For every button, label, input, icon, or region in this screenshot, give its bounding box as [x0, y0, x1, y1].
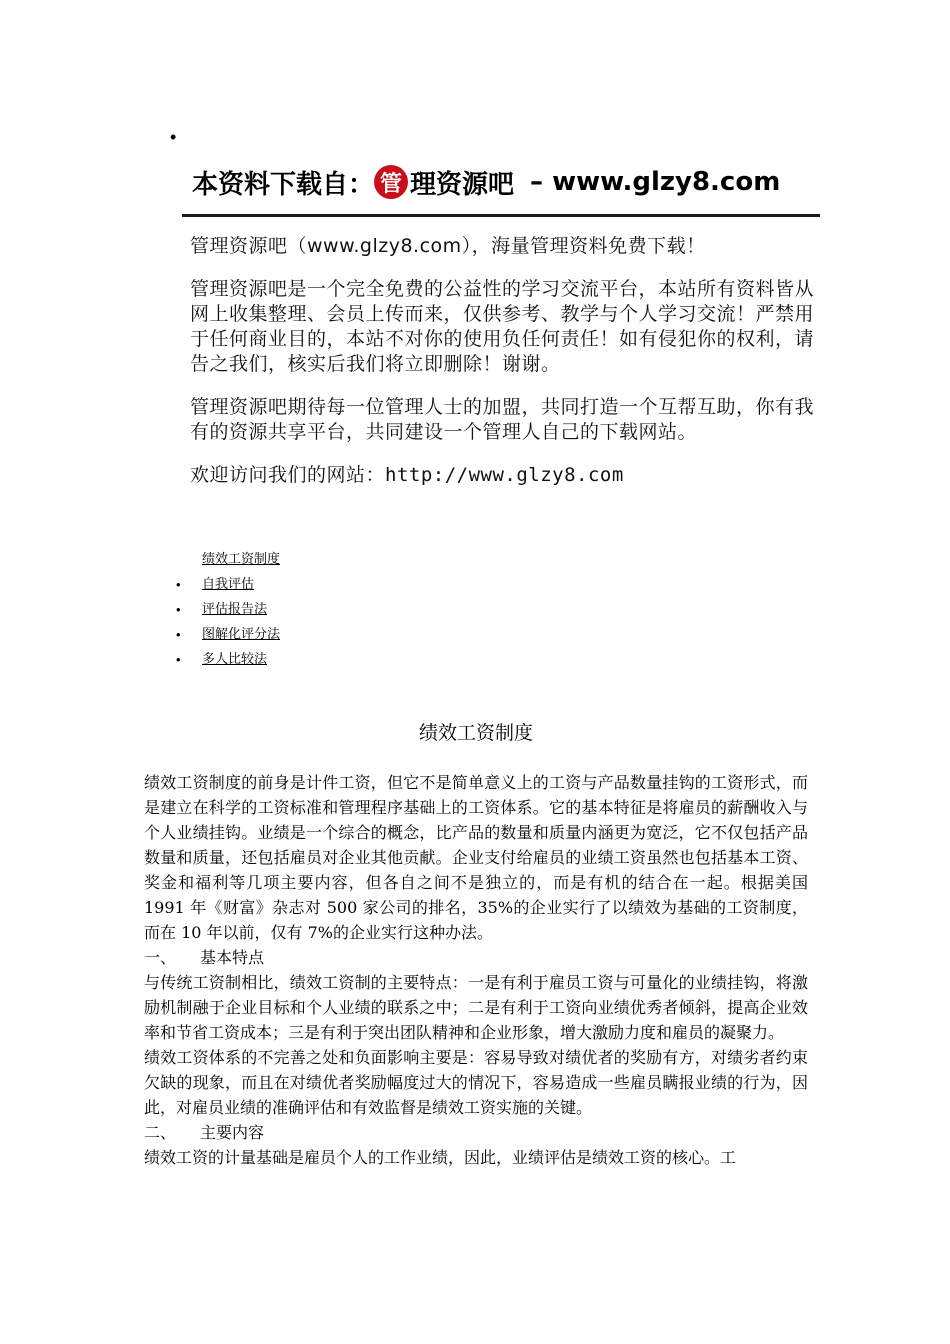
brand-logo-badge: 管	[374, 165, 408, 199]
section-1-paragraph-1: 与传统工资制相比，绩效工资制的主要特点：一是有利于雇员工资与可量化的业绩挂钩，将激励机制融于企业目标和个人业绩的联系之中；二是有利于工资向业绩优秀者倾斜，提高企业效率和节省工资成本；三是有利于突出团队精神和企业形象，增大激励力度和雇员的凝聚力。	[144, 973, 808, 1042]
list-bullet: •	[170, 127, 177, 147]
visit-url: http://www.glzy8.com	[385, 464, 624, 486]
toc-item	[176, 650, 280, 675]
banner-divider	[182, 214, 820, 217]
toc-item	[176, 600, 280, 625]
intro-paragraph: 绩效工资制度的前身是计件工资，但它不是简单意义上的工资与产品数量挂钩的工资形式，而是建立在科学的工资标准和管理程序基础上的工资体系。它的基本特征是将雇员的薪酬收入与个人业绩挂钩。业绩是一个综合的概念，比产品的数量和质量内涵更为宽泛，它不仅包括产品数量和质量，还包括雇员对企业其他贡献。企业支付给雇员的业绩工资虽然也包括基本工资、奖金和福利等几项主要内容，但各自之间不是独立的，而是有机的结合在一起。根据美国 1991 年《财富》杂志对 500 家公司的排名，35%的企业实行了以绩效为基础的工资制度，而在 10 年以前，仅有 7%的企业实行这种办法。	[144, 773, 808, 942]
toc-link-report-method[interactable]: 评估报告法	[202, 602, 268, 617]
banner-header	[192, 160, 780, 204]
banner-brand-name: 理资源吧	[410, 169, 515, 200]
visit-label: 欢迎访问我们的网站：	[190, 464, 386, 486]
table-of-contents	[176, 550, 280, 675]
bullet: •	[176, 602, 181, 617]
toc-link-multi-person-comparison[interactable]: 多人比较法	[202, 652, 268, 667]
toc-item	[176, 625, 280, 650]
bullet: •	[176, 652, 181, 667]
toc-link-graphic-rating[interactable]: 图解化评分法	[202, 627, 281, 642]
section-number: 一、	[144, 948, 177, 967]
section-title: 主要内容	[200, 1123, 265, 1142]
bullet: •	[176, 577, 181, 592]
banner-visit-line	[190, 463, 820, 488]
banner-paragraph-3: 管理资源吧期待每一位管理人士的加盟，共同打造一个互帮互助，你有我有的资源共享平台，共同建设一个管理人自己的下载网站。	[190, 396, 815, 443]
banner-prefix: 本资料下载自：	[192, 169, 375, 200]
bullet: •	[176, 627, 181, 642]
toc-item	[176, 550, 280, 575]
section-heading-2	[144, 1120, 808, 1145]
article	[144, 718, 808, 1170]
banner-site: – www.glzy8.com	[530, 167, 781, 197]
toc-link-performance-pay[interactable]: 绩效工资制度	[202, 552, 281, 567]
section-title: 基本特点	[200, 948, 265, 967]
section-number: 二、	[144, 1123, 177, 1142]
banner-line-1: 管理资源吧（www.glzy8.com），海量管理资料免费下载！	[190, 235, 706, 257]
section-heading-1	[144, 945, 808, 970]
banner-body	[190, 234, 820, 506]
article-title: 绩效工资制度	[418, 722, 533, 744]
toc-link-self-assessment[interactable]: 自我评估	[202, 577, 255, 592]
section-1-paragraph-2: 绩效工资体系的不完善之处和负面影响主要是：容易导致对绩优者的奖励有方，对绩劣者约束欠缺的现象，而且在对绩优者奖励幅度过大的情况下，容易造成一些雇员瞒报业绩的行为，因此，对雇员业绩的准确评估和有效监督是绩效工资实施的关键。	[144, 1048, 808, 1117]
toc-item	[176, 575, 280, 600]
section-2-paragraph-1: 绩效工资的计量基础是雇员个人的工作业绩，因此，业绩评估是绩效工资的核心。工	[144, 1148, 737, 1167]
download-source-banner	[182, 160, 822, 520]
banner-paragraph-2: 管理资源吧是一个完全免费的公益性的学习交流平台，本站所有资料皆从网上收集整理、会员上传而来，仅供参考、教学与个人学习交流！严禁用于任何商业目的，本站不对你的使用负任何责任！如有侵犯你的权利，请告之我们，核实后我们将立即删除！谢谢。	[190, 278, 815, 375]
